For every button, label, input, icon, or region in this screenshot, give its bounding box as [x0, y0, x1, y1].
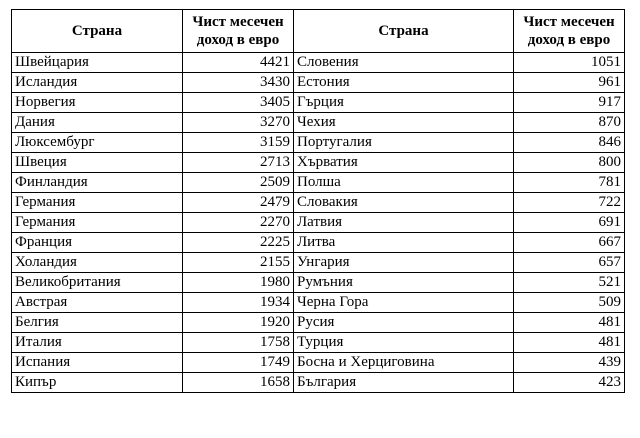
table-row [12, 233, 625, 253]
country-cell-left: Швейцария [12, 53, 183, 73]
income-cell-left: 2155 [183, 253, 294, 273]
income-cell-left: 2509 [183, 173, 294, 193]
income-cell-right: 691 [514, 213, 625, 233]
income-cell-right: 1051 [514, 53, 625, 73]
table-row [12, 173, 625, 193]
income-cell-right: 781 [514, 173, 625, 193]
table-header-row [12, 10, 625, 53]
country-cell-right: Босна и Херциговина [294, 353, 514, 373]
income-cell-right: 423 [514, 373, 625, 393]
country-cell-left: Великобритания [12, 273, 183, 293]
table-row [12, 353, 625, 373]
country-cell-right: Португалия [294, 133, 514, 153]
country-cell-right: Латвия [294, 213, 514, 233]
income-cell-left: 1658 [183, 373, 294, 393]
country-cell-left: Исландия [12, 73, 183, 93]
country-cell-right: Естония [294, 73, 514, 93]
income-cell-right: 509 [514, 293, 625, 313]
income-cell-right: 846 [514, 133, 625, 153]
country-cell-right: Литва [294, 233, 514, 253]
income-cell-left: 2270 [183, 213, 294, 233]
country-cell-left: Австрая [12, 293, 183, 313]
country-cell-left: Кипър [12, 373, 183, 393]
country-cell-left: Холандия [12, 253, 183, 273]
income-cell-left: 2225 [183, 233, 294, 253]
country-cell-left: Финландия [12, 173, 183, 193]
income-cell-left: 1758 [183, 333, 294, 353]
table-row [12, 293, 625, 313]
country-cell-right: Унгария [294, 253, 514, 273]
income-cell-left: 4421 [183, 53, 294, 73]
header-country-left: Страна [12, 10, 183, 53]
country-cell-right: Полша [294, 173, 514, 193]
table-row [12, 113, 625, 133]
country-cell-left: Норвегия [12, 93, 183, 113]
country-cell-right: Словакия [294, 193, 514, 213]
header-income-left: Чист месечен доход в евро [183, 10, 294, 53]
income-cell-left: 3159 [183, 133, 294, 153]
income-cell-left: 3270 [183, 113, 294, 133]
table-row [12, 193, 625, 213]
income-cell-right: 657 [514, 253, 625, 273]
table-row [12, 133, 625, 153]
income-cell-left: 3430 [183, 73, 294, 93]
income-cell-right: 800 [514, 153, 625, 173]
income-cell-right: 917 [514, 93, 625, 113]
country-cell-right: Гърция [294, 93, 514, 113]
income-cell-right: 439 [514, 353, 625, 373]
income-cell-left: 2713 [183, 153, 294, 173]
country-cell-left: Швеция [12, 153, 183, 173]
country-cell-right: Турция [294, 333, 514, 353]
country-cell-left: Германия [12, 213, 183, 233]
table-row [12, 313, 625, 333]
table-row [12, 93, 625, 113]
income-cell-left: 2479 [183, 193, 294, 213]
country-cell-right: Чехия [294, 113, 514, 133]
country-cell-left: Дания [12, 113, 183, 133]
income-cell-right: 961 [514, 73, 625, 93]
country-cell-right: Черна Гора [294, 293, 514, 313]
income-table [11, 9, 625, 393]
income-cell-left: 3405 [183, 93, 294, 113]
country-cell-left: Испания [12, 353, 183, 373]
table-row [12, 53, 625, 73]
country-cell-right: Словения [294, 53, 514, 73]
country-cell-right: Русия [294, 313, 514, 333]
table-row [12, 253, 625, 273]
income-cell-right: 521 [514, 273, 625, 293]
country-cell-left: Франция [12, 233, 183, 253]
country-cell-left: Белгия [12, 313, 183, 333]
country-cell-right: Румъния [294, 273, 514, 293]
income-cell-left: 1749 [183, 353, 294, 373]
table-body [12, 53, 625, 393]
header-country-right: Страна [294, 10, 514, 53]
header-income-right: Чист месечен доход в евро [514, 10, 625, 53]
income-cell-right: 481 [514, 313, 625, 333]
country-cell-right: Хърватия [294, 153, 514, 173]
country-cell-right: България [294, 373, 514, 393]
table-row [12, 153, 625, 173]
income-cell-left: 1934 [183, 293, 294, 313]
income-cell-right: 722 [514, 193, 625, 213]
country-cell-left: Люксембург [12, 133, 183, 153]
income-cell-right: 667 [514, 233, 625, 253]
income-cell-left: 1920 [183, 313, 294, 333]
income-cell-left: 1980 [183, 273, 294, 293]
country-cell-left: Италия [12, 333, 183, 353]
table-row [12, 373, 625, 393]
country-cell-left: Германия [12, 193, 183, 213]
table-row [12, 73, 625, 93]
income-cell-right: 870 [514, 113, 625, 133]
table-row [12, 333, 625, 353]
income-cell-right: 481 [514, 333, 625, 353]
table-row [12, 273, 625, 293]
table-row [12, 213, 625, 233]
